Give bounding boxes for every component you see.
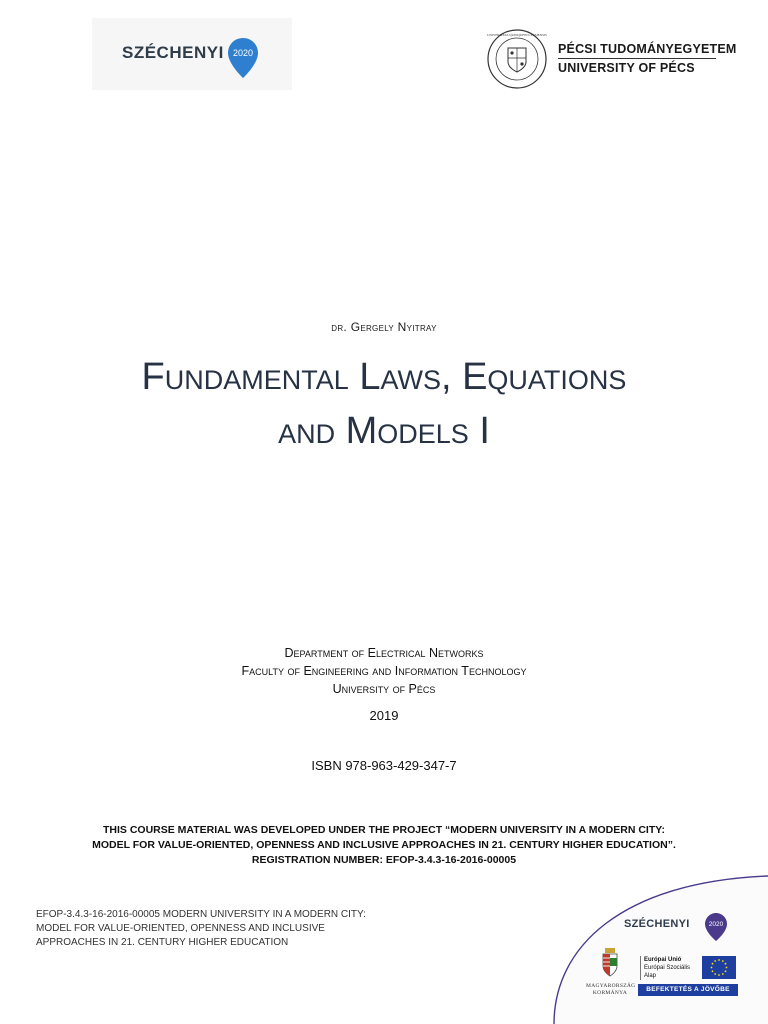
faculty-name: Faculty of Engineering and Information Technology — [241, 664, 527, 678]
publication-year: 2019 — [369, 708, 399, 723]
eu-line-1: Európai Unió — [644, 957, 682, 963]
szechenyi-logo-word: SZÉCHENYI — [122, 43, 224, 62]
szechenyi-2020-logo — [92, 18, 292, 90]
funding-panel-background — [540, 868, 768, 1024]
szechenyi-logo-small-year: 2020 — [708, 921, 724, 928]
isbn-number: ISBN 978-963-429-347-7 — [311, 758, 457, 773]
university-name: University of Pécs — [332, 682, 436, 696]
department-name: Department of Electrical Networks — [284, 646, 484, 660]
university-name-hu: PÉCSI TUDOMÁNYEGYETEM — [558, 42, 737, 56]
footer-line-2: MODEL FOR VALUE-ORIENTED, OPENNESS AND INCLUSIVE — [36, 923, 325, 934]
document-title — [0, 350, 768, 458]
footer-line-3: APPROACHES IN 21. CENTURY HIGHER EDUCATION — [36, 937, 289, 948]
author-name: dr. Gergely Nyitray — [331, 320, 437, 334]
szechenyi-2020-logo-small — [624, 910, 734, 940]
location-pin-icon — [226, 36, 260, 80]
footer-line-1: EFOP-3.4.3-16-2016-00005 MODERN UNIVERSITY IN A MODERN CITY: — [36, 909, 366, 920]
invest-slogan-bar: BEFEKTETÉS A JÖVŐBE — [638, 984, 738, 996]
szechenyi-logo-small-word: SZÉCHENYI — [624, 918, 690, 930]
university-logo — [486, 28, 737, 88]
szechenyi-logo-year: 2020 — [232, 48, 254, 58]
footer-project-reference — [36, 908, 376, 950]
title-line-2: and Models I — [278, 410, 490, 452]
eu-flag-icon — [702, 956, 736, 979]
location-pin-icon — [704, 912, 728, 942]
university-name-block — [558, 42, 737, 75]
project-note: THIS COURSE MATERIAL WAS DEVELOPED UNDER THE PROJECT “MODERN UNIVERSITY IN A MODERN CITY: MODEL FOR VALUE-ORIENTED, OPENNESS AND INCLUSIVE APPROACHES IN 21. CENTURY HIGHER EDUCATION”. REGISTRATION NUMBER: EFOP-3.4.3-16-2016-00005 — [92, 824, 676, 866]
eu-text — [640, 956, 690, 980]
university-seal-text: UNIVERSITAS QUINQUEECCLESIENSIS — [487, 33, 547, 37]
university-name-divider — [558, 58, 716, 59]
hungarian-government-logo — [586, 948, 634, 1008]
eu-line-3: Alap — [644, 973, 657, 979]
title-line-1: Fundamental Laws, Equations — [141, 356, 627, 398]
eu-line-2: Európai Szociális — [644, 965, 691, 971]
university-seal-icon — [486, 28, 548, 90]
university-name-en: UNIVERSITY OF PÉCS — [558, 61, 695, 75]
hungarian-government-line-2: KORMÁNYA — [592, 990, 628, 996]
hungarian-government-line-1: MAGYARORSZÁG — [586, 983, 636, 989]
funding-panel — [540, 868, 768, 1024]
eu-funding-logo — [638, 954, 738, 998]
hungarian-coat-of-arms-icon — [600, 948, 620, 978]
